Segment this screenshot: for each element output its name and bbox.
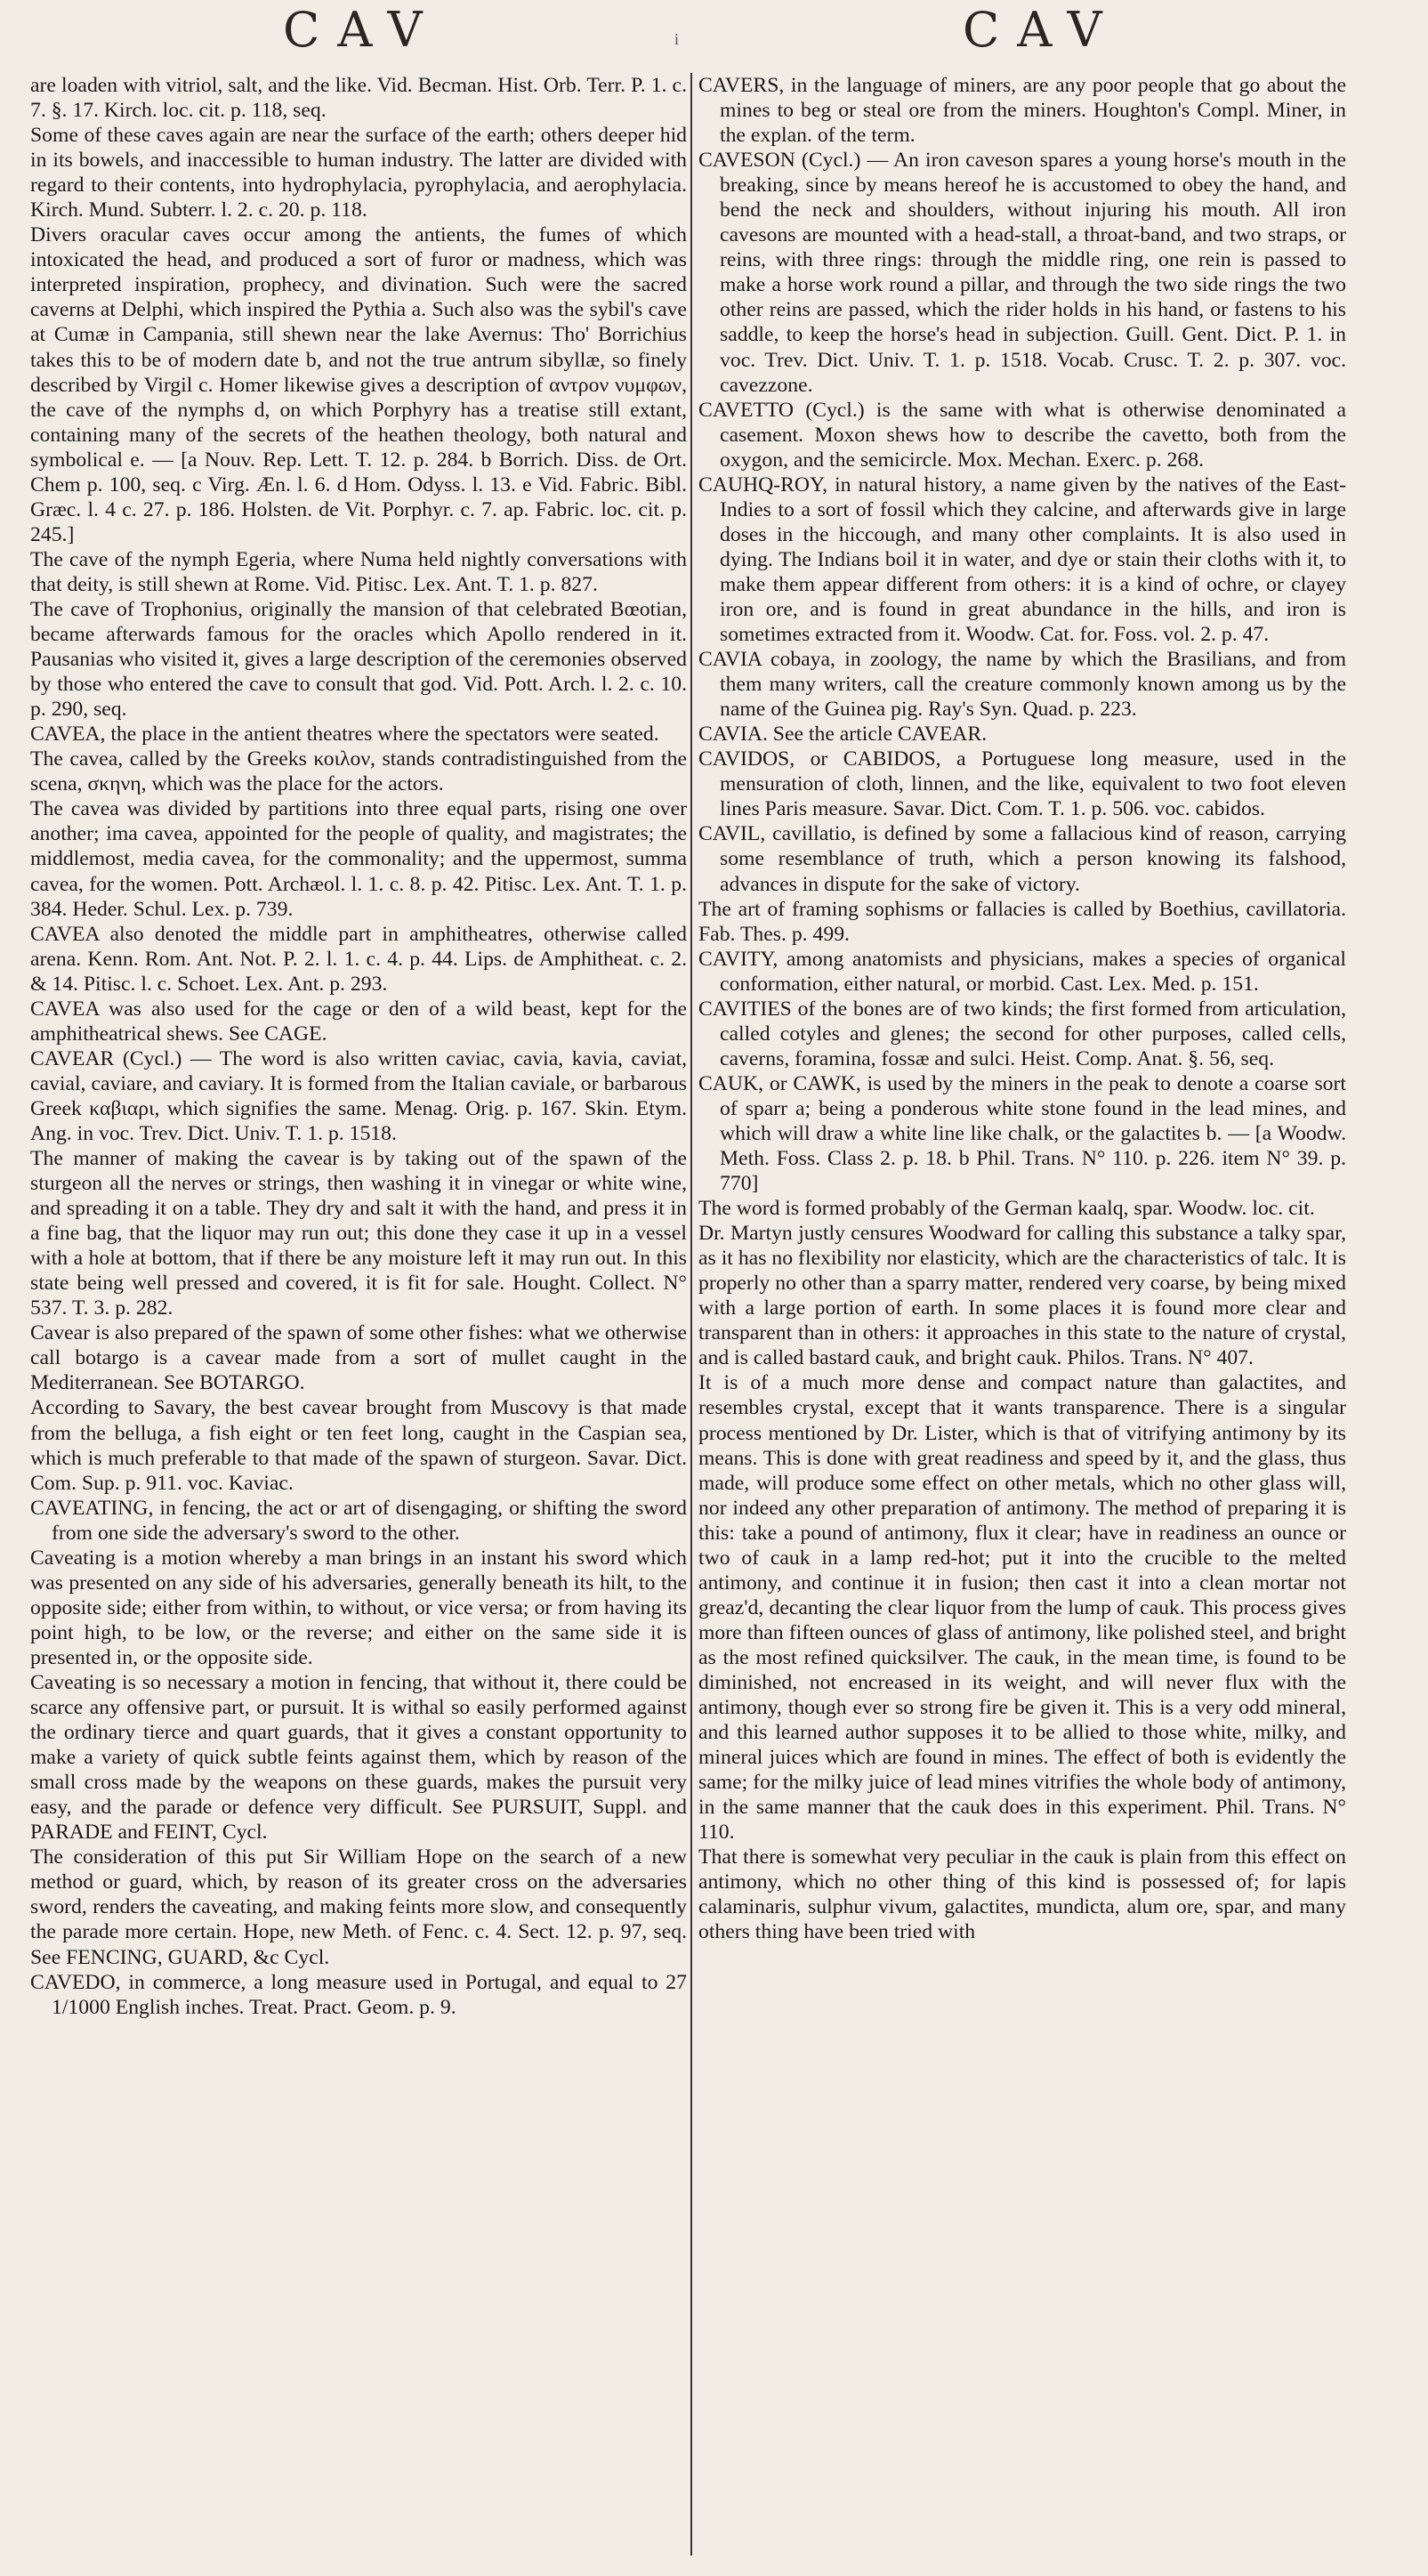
paragraph: The cavea, called by the Greeks κοιλον, stands contradistinguished from the scena, σκηνη, which was the place for the actors. [30, 747, 687, 796]
entry-caveating: CAVEATING, in fencing, the act or art of disengaging, or shifting the sword from one side the adversary's sword to the other. [30, 1496, 687, 1545]
paragraph: are loaden with vitriol, salt, and the like. Vid. Becman. Hist. Orb. Terr. P. 1. c. 7. §. 17. Kirch. loc. cit. p. 118, seq. [30, 74, 687, 123]
paragraph: The consideration of this put Sir William Hope on the search of a new method or guard, which, by reason of its greater cross on the adversaries sword, renders the caveating, and making feints more slow, and consequently the parade more certain. Hope, new Meth. of Fenc. c. 4. Sect. 12. p. 97, seq. See FENCING, GUARD, &c Cycl. [30, 1845, 687, 1969]
paragraph: The cavea was divided by partitions into three equal parts, rising one over another; ima cavea, appointed for the people of quality, and magistrates; the middlemost, media cavea, for the commonality; and the uppermost, summa cavea, for the women. Pott. Archæol. l. 1. c. 8. p. 42. Pitisc. Lex. Ant. T. 1. p. 384. Heder. Schul. Lex. p. 739. [30, 797, 687, 921]
entry-cavers: CAVERS, in the language of miners, are any poor people that go about the mines to beg or steal ore from the miners. Houghton's Compl. Miner, in the explan. of the term. [698, 74, 1346, 148]
paragraph: Caveating is a motion whereby a man brings in an instant his sword which was presented on any side of his adversaries, generally beneath its hilt, to the opposite side; either from within, to without, or vice versa; or from having its point high, to be low, or the reverse; and either on the same side it is presented in, or the opposite side. [30, 1546, 687, 1669]
paragraph: CAVEA was also used for the cage or den of a wild beast, kept for the amphitheatrical shews. See CAGE. [30, 997, 687, 1046]
paragraph: Some of these caves again are near the surface of the earth; others deeper hid in its bowels, and inaccessible to human industry. The latter are divided with regard to their contents, into hydrophylacia, pyrophylacia, and aerophylacia. Kirch. Mund. Subterr. l. 2. c. 20. p. 118. [30, 124, 687, 222]
paragraph: The cave of the nymph Egeria, where Numa held nightly conversations with that deity, is still shewn at Rome. Vid. Pitisc. Lex. Ant. T. 1. p. 827. [30, 547, 687, 596]
entry-cavity: CAVITY, among anatomists and physicians, makes a species of organical conformation, either natural, or morbid. Cast. Lex. Med. p. 151. [698, 947, 1346, 996]
entry-cavidos: CAVIDOS, or CABIDOS, a Portuguese long measure, used in the mensuration of cloth, linnen, and the like, equivalent to two foot eleven lines Paris measure. Savar. Dict. Com. T. 1. p. 506. voc. cabidos. [698, 747, 1346, 821]
entry-caveson: CAVESON (Cycl.) — An iron caveson spares a young horse's mouth in the breaking, since by means hereof he is accustomed to obey the hand, and bend the neck and shoulders, without injuring his mouth. All iron cavesons are mounted with a head-stall, a throat-band, and two straps, or reins, with three rings: through the middle ring, one rein is passed to make a horse work round a pillar, and through the two side rings the two other reins are passed, which the rider holds in his hand, or fastens to his saddle, to keep the horse's head in subjection. Guill. Gent. Dict. P. 1. in voc. Trev. Dict. Univ. T. 1. p. 1518. Vocab. Crusc. T. 2. p. 307. voc. cavezzone. [698, 149, 1346, 397]
paragraph: The manner of making the cavear is by taking out of the spawn of the sturgeon all the nerves or strings, then washing it in vinegar or white wine, and spreading it on a table. They dry and salt it with the hand, and press it in a fine bag, that the liquor may run out; this done they case it up in a vessel with a hole at bottom, that if there be any moisture left it may run out. In this state being well pressed and covered, it is fit for sale. Hought. Collect. N° 537. T. 3. p. 282. [30, 1147, 687, 1320]
paragraph: Cavear is also prepared of the spawn of some other fishes: what we otherwise call botargo is a cavear made from a sort of mullet caught in the Mediterranean. See BOTARGO. [30, 1321, 687, 1395]
paragraph: The cave of Trophonius, originally the mansion of that celebrated Bœotian, became afterwards famous for the oracles which Apollo rendered in it. Pausanias who visited it, gives a large description of the ceremonies observed by those who entered the cave to consult that god. Vid. Pott. Arch. l. 2. c. 10. p. 290, seq. [30, 597, 687, 722]
left-column [30, 73, 687, 2020]
paragraph: The art of framing sophisms or fallacies is called by Boethius, cavillatoria. Fab. Thes. p. 499. [698, 897, 1346, 946]
entry-cavia-xref: CAVIA. See the article CAVEAR. [698, 723, 988, 747]
paragraph: According to Savary, the best cavear brought from Muscovy is that made from the belluga, a fish eight or ten feet long, caught in the Caspian sea, which is much preferable to that made of the spawn of sturgeon. Savar. Dict. Com. Sup. p. 911. voc. Kaviac. [30, 1396, 687, 1495]
signature-mark: i [674, 30, 680, 48]
entry-cavedo: CAVEDO, in commerce, a long measure used in Portugal, and equal to 27 1/1000 English inches. Treat. Pract. Geom. p. 9. [30, 1970, 687, 2019]
running-head-right: CAV [963, 2, 1120, 58]
paragraph: CAVEA also denoted the middle part in amphitheatres, otherwise called arena. Kenn. Rom. Ant. Not. P. 2. l. 1. c. 4. p. 44. Lips. de Amphitheat. c. 2. & 14. Pitisc. l. c. Schoet. Lex. Ant. p. 293. [30, 922, 687, 996]
entry-cavil: CAVIL, cavillatio, is defined by some a fallacious kind of reason, carrying some resemblance of truth, which a person knowing its falshood, advances in dispute for the sake of victory. [698, 822, 1346, 896]
running-head-left: CAV [283, 2, 440, 58]
entry-cavia: CAVIA cobaya, in zoology, the name by which the Brasilians, and from them many writers, call the creature commonly known among us by the name of the Guinea pig. Ray's Syn. Quad. p. 223. [698, 648, 1346, 722]
entry-cavear: CAVEAR (Cycl.) — The word is also written caviac, cavia, kavia, caviat, cavial, caviare, and caviary. It is formed from the Italian caviale, or barbarous Greek καβιαρι, which signifies the same. Menag. Orig. p. 167. Skin. Etym. Ang. in voc. Trev. Dict. Univ. T. 1. p. 1518. [30, 1046, 687, 1145]
paragraph: Dr. Martyn justly censures Woodward for calling this substance a talky spar, as it has no flexibility nor elasticity, which are the characteristics of talc. It is properly no other than a sparry matter, rendered very coarse, by being mixed with a large portion of earth. In some places it is found more clear and transparent than in others: it approaches in this state to the nature of crystal, and is called bastard cauk, and bright cauk. Philos. Trans. N° 407. [698, 1222, 1346, 1370]
paragraph: It is of a much more dense and compact nature than galactites, and resembles crystal, except that it wants transparence. There is a singular process mentioned by Dr. Lister, which is that of vitrifying antimony by its means. This is done with great readiness and speed by it, and the glass, thus made, will produce some effect on other metals, which no other glass will, nor indeed any other preparation of antimony. The method of preparing it is this: take a pound of antimony, flux it clear; have in readiness an ounce or two of cauk in a lamp red-hot; put it into the crucible to the melted antimony, and continue it in fusion; then cast it into a clean mortar not greaz'd, decanting the clear liquor from the lump of cauk. This process gives more than fifteen ounces of glass of antimony, like polished steel, and bright as the most refined quicksilver. The cauk, in the mean time, is found to be diminished, not encreased in its weight, and will never flux with the antimony, though ever so strong fire be given it. This is a very odd mineral, and this learned author supposes it to be allied to those white, milky, and mineral juices which are found in mines. The effect of both is evidently the same; for the milky juice of lead mines vitrifies the whole body of antimony, in the same manner that the cauk does in this experiment. Phil. Trans. N° 110. [698, 1371, 1346, 1845]
paragraph: Caveating is so necessary a motion in fencing, that without it, there could be scarce any offensive part, or pursuit. It is withal so easily performed against the ordinary tierce and quart guards, that it gives a constant opportunity to make a variety of quick subtle feints against them, which by reason of the small cross made by the weapons on these guards, makes the pursuit very easy, and the parade or defence very difficult. See PURSUIT, Suppl. and PARADE and FEINT, Cycl. [30, 1671, 687, 1845]
entry-cauhq-roy: CAUHQ-ROY, in natural history, a name given by the natives of the East-Indies to a sort of fossil which they calcine, and afterwards give in large doses in the hiccough, and many other complaints. It is also used in dying. The Indians boil it in water, and dye or stain their cloths with it, to make them appear different from others: it is a kind of ochre, or clayey iron ore, and is found in great abundance in the hills, and iron is sometimes extracted from it. Woodw. Cat. for. Foss. vol. 2. p. 47. [698, 472, 1346, 647]
entry-cavities: CAVITIES of the bones are of two kinds; the first formed from articulation, called cotyles and glenes; the second for other purposes, called cells, caverns, foramina, fossæ and sulci. Heist. Comp. Anat. §. 56, seq. [698, 997, 1346, 1070]
entry-cavea: CAVEA, the place in the antient theatres where the spectators were seated. [30, 723, 659, 747]
paragraph: Divers oracular caves occur among the antients, the fumes of which intoxicated the head, and produced a sort of furor or madness, which was interpreted inspiration, prophecy, and divination. Such were the sacred caverns at Delphi, which inspired the Pythia a. Such also was the sybil's cave at Cumæ in Campania, still shewn near the lake Avernus: Tho' Borrichius takes this to be of modern date b, and not the true antrum sibyllæ, so finely described by Virgil c. Homer likewise gives a description of αντρον νυμφων, the cave of the nymphs d, on which Porphyry has a treatise still extant, containing many of the secrets of the heathen theology, both natural and symbolical e. — [a Nouv. Rep. Lett. T. 12. p. 284. b Borrich. Diss. de Ort. Chem p. 100, seq. c Virg. Æn. l. 6. d Hom. Odyss. l. 13. e Vid. Fabric. Bibl. Græc. l. 4 c. 27. p. 186. Holsten. de Vit. Porphyr. c. 7. ap. Fabric. loc. cit. p. 245.] [30, 223, 687, 546]
entry-cauk: CAUK, or CAWK, is used by the miners in the peak to denote a coarse sort of sparr a; being a ponderous white stone found in the lead mines, and which will draw a white line like chalk, or the galactites b. — [a Woodw. Meth. Foss. Class 2. p. 18. b Phil. Trans. N° 110. p. 226. item N° 39. p. 770] [698, 1071, 1346, 1196]
column-rule [690, 73, 692, 2556]
paragraph: That there is somewhat very peculiar in the cauk is plain from this effect on antimony, which no other thing of this kind is possessed of; for lapis calaminaris, sulphur vivum, galactites, mundicta, alum ore, spar, and many others thing have been tried with [698, 1845, 1346, 1944]
entry-cavetto: CAVETTO (Cycl.) is the same with what is otherwise denominated a casement. Moxon shews how to describe the cavetto, both from the oxygon, and the semicircle. Mox. Mechan. Exerc. p. 268. [698, 398, 1346, 472]
paragraph: The word is formed probably of the German kaalq, spar. Woodw. loc. cit. [698, 1197, 1315, 1221]
right-column [698, 73, 1346, 1945]
